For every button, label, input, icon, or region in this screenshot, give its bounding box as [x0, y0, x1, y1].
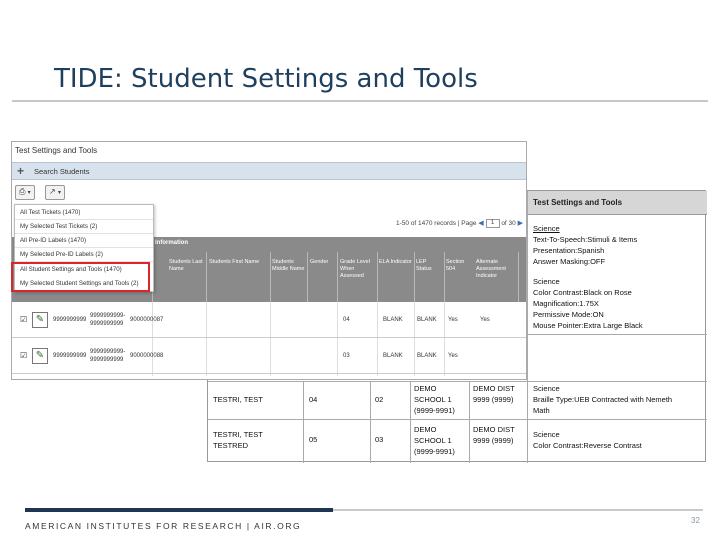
records-count: 1-50 of 1470 records — [396, 220, 456, 228]
grade-cell: 05 — [309, 435, 318, 444]
cell-value: 9999999999 — [53, 353, 87, 359]
menu-divider — [15, 247, 153, 248]
prev-page-icon[interactable]: ◀ — [478, 220, 484, 228]
row-checkbox[interactable]: ☑ — [20, 351, 28, 360]
search-students-label: Search Students — [34, 167, 90, 176]
setting-line: Color Contrast:Reverse Contrast — [533, 441, 642, 450]
cell-value: 9999999999-9999999999 — [90, 313, 126, 327]
menu-divider — [15, 233, 153, 234]
export-icon: ↗ — [49, 187, 56, 196]
settings-block — [533, 223, 637, 267]
setting-line: Science — [533, 384, 560, 393]
column-divider — [518, 252, 519, 302]
menu-item-all-preid-labels[interactable]: All Pre-ID Labels (1470) — [20, 237, 87, 244]
setting-line: Braille Type:UEB Contracted with Nemeth — [533, 395, 673, 404]
setting-line: Presentation:Spanish — [533, 246, 605, 255]
school-cell — [414, 383, 455, 416]
cell-value: BLANK — [383, 317, 403, 323]
page-number-input[interactable]: 1 — [486, 219, 500, 228]
footer-bar — [25, 508, 333, 512]
district-cell — [473, 383, 515, 405]
column-header[interactable]: Grade Level When Assessed — [340, 259, 370, 279]
subject-label: Science — [533, 277, 560, 286]
school-line: (9999-9991) — [414, 406, 455, 415]
search-students-bar[interactable] — [12, 162, 526, 180]
chevron-down-icon: ▾ — [27, 190, 31, 196]
cell-value: BLANK — [417, 353, 437, 359]
row-checkbox[interactable]: ☑ — [20, 315, 28, 324]
table-divider — [527, 191, 528, 463]
setting-line: Magnification:1.75X — [533, 299, 599, 308]
page-label: Page — [461, 220, 477, 228]
table-divider — [527, 334, 707, 335]
panel-title: Test Settings and Tools — [15, 146, 98, 155]
cell-value: 9999999999-9999999999 — [90, 349, 126, 363]
cell-value: 03 — [343, 353, 350, 359]
column-header[interactable]: Gender — [310, 259, 329, 265]
title-divider — [12, 100, 708, 102]
printer-icon: ⎙ — [19, 187, 26, 196]
cell-value: Yes — [480, 317, 490, 323]
school-line: DEMO — [414, 425, 437, 434]
cell-value: 04 — [343, 317, 350, 323]
column-header[interactable]: Students Last Name — [169, 259, 203, 272]
subject-label: Science — [533, 224, 560, 233]
column-header[interactable]: Alternate Assessment Indicator — [476, 259, 506, 279]
setting-line: Answer Masking:OFF — [533, 257, 606, 266]
plus-icon: + — [17, 164, 25, 178]
column-divider — [337, 252, 338, 302]
school-line: SCHOOL 1 — [414, 436, 452, 445]
export-button[interactable] — [45, 185, 65, 200]
page-number: 32 — [691, 516, 700, 525]
setting-line: Mouse Pointer:Extra Large Black — [533, 321, 643, 330]
result-table-header: Test Settings and Tools — [527, 191, 707, 215]
next-page-icon[interactable]: ▶ — [517, 220, 523, 228]
menu-item-all-student-settings[interactable]: All Student Settings and Tools (1470) — [20, 266, 122, 273]
column-header[interactable]: Students First Name — [209, 259, 260, 265]
print-button[interactable] — [15, 185, 35, 200]
edit-pencil-icon[interactable]: ✎ — [32, 312, 48, 328]
menu-item-selected-preid-labels[interactable]: My Selected Pre-ID Labels (2) — [20, 251, 103, 258]
school-line: (9999-9991) — [414, 447, 455, 456]
column-divider — [444, 252, 445, 302]
chevron-down-icon: ▾ — [57, 190, 61, 196]
footer-rule — [333, 509, 703, 511]
setting-line: Science — [533, 430, 560, 439]
column-header[interactable]: Section 504 — [446, 259, 465, 272]
column-divider — [307, 252, 308, 302]
setting-line: Color Contrast:Black on Rose — [533, 288, 632, 297]
column-divider — [414, 252, 415, 302]
setting-line: Permissive Mode:ON — [533, 310, 604, 319]
menu-divider — [15, 219, 153, 220]
table-divider — [208, 381, 707, 382]
menu-item-selected-student-settings[interactable]: My Selected Student Settings and Tools (2) — [20, 280, 139, 287]
student-name: TESTRI, TEST TESTRED — [213, 430, 263, 450]
district-line: 9999 (9999) — [473, 395, 514, 404]
settings-block — [533, 276, 643, 331]
footer-text: AMERICAN INSTITUTES FOR RESEARCH | AIR.ORG — [25, 521, 302, 531]
cell-value: BLANK — [417, 317, 437, 323]
table-row[interactable] — [12, 302, 526, 338]
table-divider — [410, 381, 411, 463]
edit-pencil-icon[interactable]: ✎ — [32, 348, 48, 364]
pagination: 1-50 of 1470 records | Page ◀ 1 of 30 ▶ — [396, 220, 523, 228]
district-cell — [473, 424, 515, 446]
column-header[interactable]: Students Middle Name — [272, 259, 305, 272]
settings-cell — [533, 429, 642, 451]
table-divider — [370, 381, 371, 463]
slide-title: TIDE: Student Settings and Tools — [54, 64, 478, 94]
menu-item-all-test-tickets[interactable]: All Test Tickets (1470) — [20, 209, 81, 216]
school-line: SCHOOL 1 — [414, 395, 452, 404]
column-header[interactable]: LEP Status — [416, 259, 432, 272]
highlight-box — [11, 262, 150, 292]
school-line: DEMO — [414, 384, 437, 393]
column-divider — [206, 252, 207, 302]
cell-value: Yes — [448, 317, 458, 323]
column-divider — [270, 252, 271, 302]
cell-value: 9000000087 — [130, 317, 164, 323]
table-divider — [303, 381, 304, 463]
column-divider — [377, 252, 378, 302]
number-cell: 03 — [375, 435, 384, 444]
cell-value: 9000000088 — [130, 353, 164, 359]
cell-value: BLANK — [383, 353, 403, 359]
band-label: Information — [155, 240, 188, 246]
total-pages: of 30 — [501, 220, 516, 228]
student-name: TESTRI, TEST — [213, 395, 263, 404]
number-cell: 02 — [375, 395, 384, 404]
cell-value: 9999999999 — [53, 317, 87, 323]
table-divider — [208, 419, 707, 420]
school-cell — [414, 424, 455, 457]
settings-cell — [533, 383, 672, 416]
column-header[interactable]: ELA Indicator — [379, 259, 412, 265]
district-line: 9999 (9999) — [473, 436, 514, 445]
district-line: DEMO DIST — [473, 384, 515, 393]
district-line: DEMO DIST — [473, 425, 515, 434]
menu-item-selected-test-tickets[interactable]: My Selected Test Tickets (2) — [20, 223, 98, 230]
table-row[interactable] — [12, 338, 526, 374]
grade-cell: 04 — [309, 395, 318, 404]
setting-line: Text-To-Speech:Stimuli & Items — [533, 235, 638, 244]
table-divider — [469, 381, 470, 463]
setting-line: Math — [533, 406, 550, 415]
cell-value: Yes — [448, 353, 458, 359]
